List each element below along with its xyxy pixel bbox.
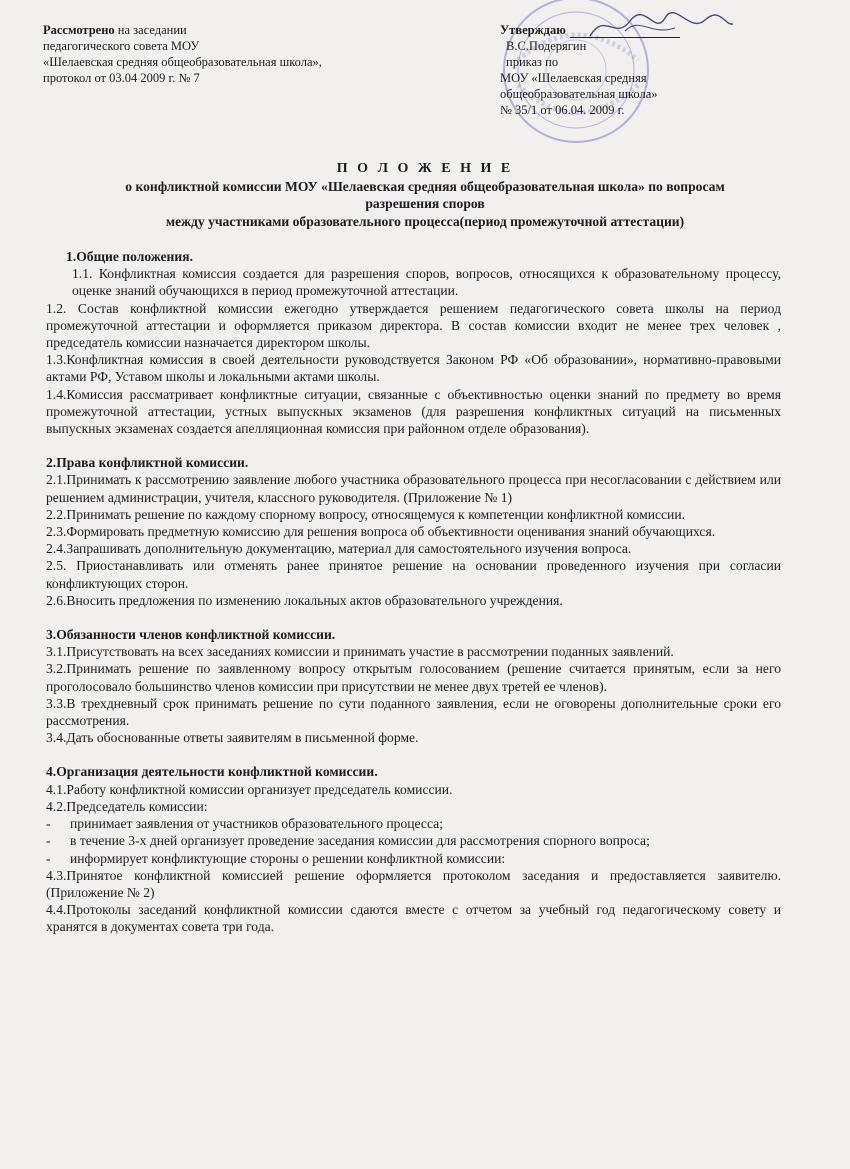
bullet-dash: - bbox=[46, 816, 51, 832]
section1-p4: 1.4.Комиссия рассматривает конфликтные ситуации, связанные с объективностью оценки знаний по предмету во время промежуточной аттестации, устных выпускных экзаменов (для разрешения конфликтных ситуаций на письменных выпускных экзаменах создается апелляционная комиссия при районном отделе образования). bbox=[46, 386, 781, 437]
review-line3: «Шелаевская средняя общеобразовательная школа», bbox=[43, 55, 322, 69]
section4-p4: 4.4.Протоколы заседаний конфликтной комиссии сдаются вместе с отчетом за учебный год педагогическому совету и хранятся в документах совета три года. bbox=[46, 902, 781, 935]
section2-p3: 2.3.Формировать предметную комиссию для решения вопроса об объективности оценивания знаний обучающихся. bbox=[46, 524, 716, 540]
section3-p1: 3.1.Присутствовать на всех заседаниях комиссии и принимать участие в рассмотрении поданных заявлений. bbox=[46, 644, 674, 660]
review-line1: на заседании bbox=[114, 23, 187, 37]
section3-p4: 3.4.Дать обоснованные ответы заявителям в письменной форме. bbox=[46, 730, 419, 746]
approval-line2: В.С.Подерягин bbox=[506, 39, 587, 53]
section4-b1: принимает заявления от участников образовательного процесса; bbox=[70, 816, 443, 832]
review-line4: протокол от 03.04 2009 г. № 7 bbox=[43, 71, 200, 85]
approval-block bbox=[500, 22, 750, 118]
section1-p1: 1.1. Конфликтная комиссия создается для разрешения споров, вопросов, относящихся к образовательному процессу, оценке знаний обучающихся в период промежуточной аттестации. bbox=[72, 266, 781, 299]
title-line4: между участниками образовательного процесса(период промежуточной аттестации) bbox=[165, 213, 685, 229]
approval-line5: общеобразовательная школа» bbox=[500, 87, 658, 101]
review-label: Рассмотрено bbox=[43, 23, 115, 37]
list-item bbox=[46, 850, 781, 867]
review-line2: педагогического совета МОУ bbox=[43, 39, 200, 53]
approval-label: Утверждаю bbox=[500, 23, 566, 37]
review-block bbox=[43, 22, 423, 86]
section2-p5: 2.5. Приостанавливать или отменять ранее принятое решение на основании проведенного изучения при согласии конфликтующих сторон. bbox=[46, 558, 781, 591]
section4-b3: информирует конфликтующие стороны о решении конфликтной комиссии: bbox=[70, 850, 506, 866]
section2-p2: 2.2.Принимать решение по каждому спорному вопросу, относящемуся к компетенции конфликтной комиссии. bbox=[46, 506, 685, 522]
approval-line3: приказ по bbox=[506, 55, 559, 69]
document-body bbox=[46, 248, 781, 936]
section2-p1: 2.1.Принимать к рассмотрению заявление любого участника образовательного процесса при несогласовании с действием или решением администрации, учителя, классного руководителя. (Приложение № 1) bbox=[46, 472, 781, 505]
section4-b2: в течение 3-х дней организует проведение заседания комиссии для рассмотрения спорного вопроса; bbox=[70, 833, 650, 849]
approval-line6: № 35/1 от 06.04. 2009 г. bbox=[500, 103, 625, 117]
section4-p3: 4.3.Принятое конфликтной комиссией решение оформляется протоколом заседания и предоставляется заявителю. (Приложение № 2) bbox=[46, 867, 781, 900]
section1-p2: 1.2. Состав конфликтной комиссии ежегодно утверждается решением педагогического совета школы на период промежуточной аттестации и оформляется приказом директора. В состав комиссии входит не менее трех человек , председатель комиссии назначается директором школы. bbox=[46, 300, 781, 351]
section4-p1: 4.1.Работу конфликтной комиссии организует председатель комиссии. bbox=[46, 781, 453, 797]
section1-p3: 1.3.Конфликтная комиссия в своей деятельности руководствуется Законом РФ «Об образовании», нормативно-правовыми актами РФ, Уставом школы и локальными актами школы. bbox=[46, 352, 781, 385]
list-item bbox=[46, 815, 781, 832]
section1-heading: 1.Общие положения. bbox=[66, 249, 193, 264]
bullet-dash: - bbox=[46, 850, 51, 866]
title-line1: П О Л О Ж Е Н И Е bbox=[336, 161, 514, 176]
section4-heading: 4.Организация деятельности конфликтной комиссии. bbox=[46, 764, 378, 780]
section2-p4: 2.4.Запрашивать дополнительную документацию, материал для самостоятельного изучения вопроса. bbox=[46, 541, 632, 557]
title-line2: о конфликтной комиссии МОУ «Шелаевская средняя общеобразовательная школа» по вопросам bbox=[125, 178, 725, 194]
section4-p2: 4.2.Председатель комиссии: bbox=[46, 798, 208, 814]
section2-heading: 2.Права конфликтной комиссии. bbox=[46, 455, 249, 471]
bullet-dash: - bbox=[46, 833, 51, 849]
list-item bbox=[46, 832, 781, 849]
document-title bbox=[40, 160, 810, 230]
approval-line4: МОУ «Шелаевская средняя bbox=[500, 71, 647, 85]
title-line3: разрешения споров bbox=[365, 196, 485, 211]
section3-heading: 3.Обязанности членов конфликтной комиссии. bbox=[46, 627, 336, 643]
section3-p3: 3.3.В трехдневный срок принимать решение по сути поданного заявления, если не оговорены дополнительные сроки его рассмотрения. bbox=[46, 695, 781, 729]
section2-p6: 2.6.Вносить предложения по изменению локальных актов образовательного учреждения. bbox=[46, 592, 563, 608]
signature-line bbox=[570, 37, 680, 38]
section3-p2: 3.2.Принимать решение по заявленному вопросу открытым голосованием (решение считается принятым, если за него проголосовало большинство членов комиссии при присутствии не менее двух третей ее членов). bbox=[46, 661, 781, 694]
